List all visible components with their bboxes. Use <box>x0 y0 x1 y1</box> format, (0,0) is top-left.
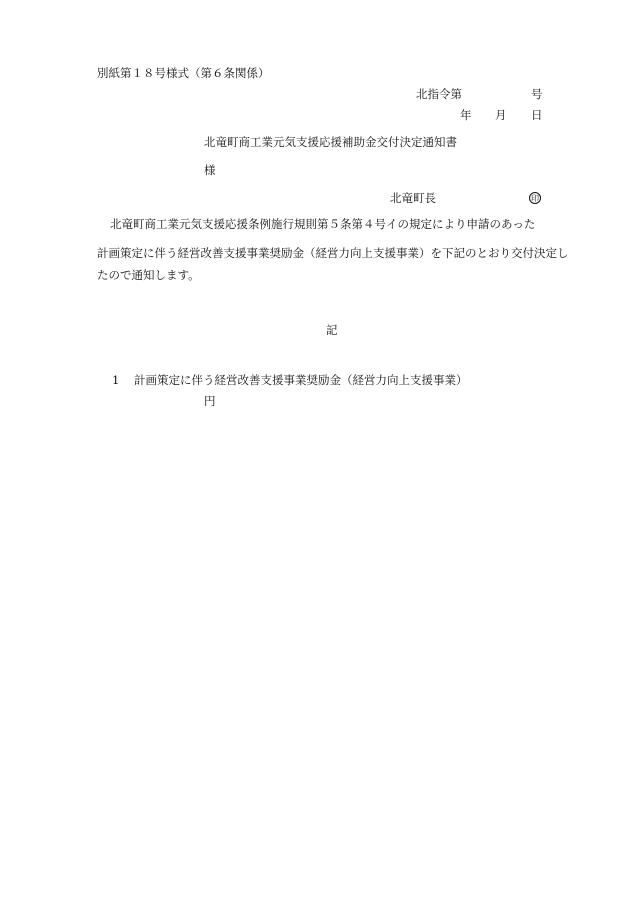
ki-heading: 記 <box>326 323 338 337</box>
date-month: 月 <box>495 108 507 122</box>
item-number: 1 <box>112 373 120 387</box>
addressee-honorific: 様 <box>204 163 216 177</box>
date-day: 日 <box>531 108 543 122</box>
date-year: 年 <box>460 108 472 122</box>
document-title: 北竜町商工業元気支援応援補助金交付決定通知書 <box>204 135 457 149</box>
item-label: 計画策定に伴う経営改善支援事業奨励金（経営力向上支援事業） <box>134 373 468 387</box>
body-line-1: 北竜町商工業元気支援応援条例施行規則第５条第４号イの規定により申請のあった <box>110 217 536 231</box>
form-label: 別紙第１８号様式（第６条関係） <box>97 66 270 80</box>
number-suffix: 号 <box>531 87 543 101</box>
directive-prefix: 北指令第 <box>416 87 462 101</box>
body-line-2: 計画策定に伴う経営改善支援事業奨励金（経営力向上支援事業）を下記のとおり交付決定し <box>97 246 569 260</box>
body-line-3: たので通知します。 <box>97 268 200 282</box>
seal-mark: 印 <box>531 194 539 203</box>
item-amount-unit: 円 <box>204 394 216 408</box>
issuer-name: 北竜町長 <box>390 191 436 205</box>
